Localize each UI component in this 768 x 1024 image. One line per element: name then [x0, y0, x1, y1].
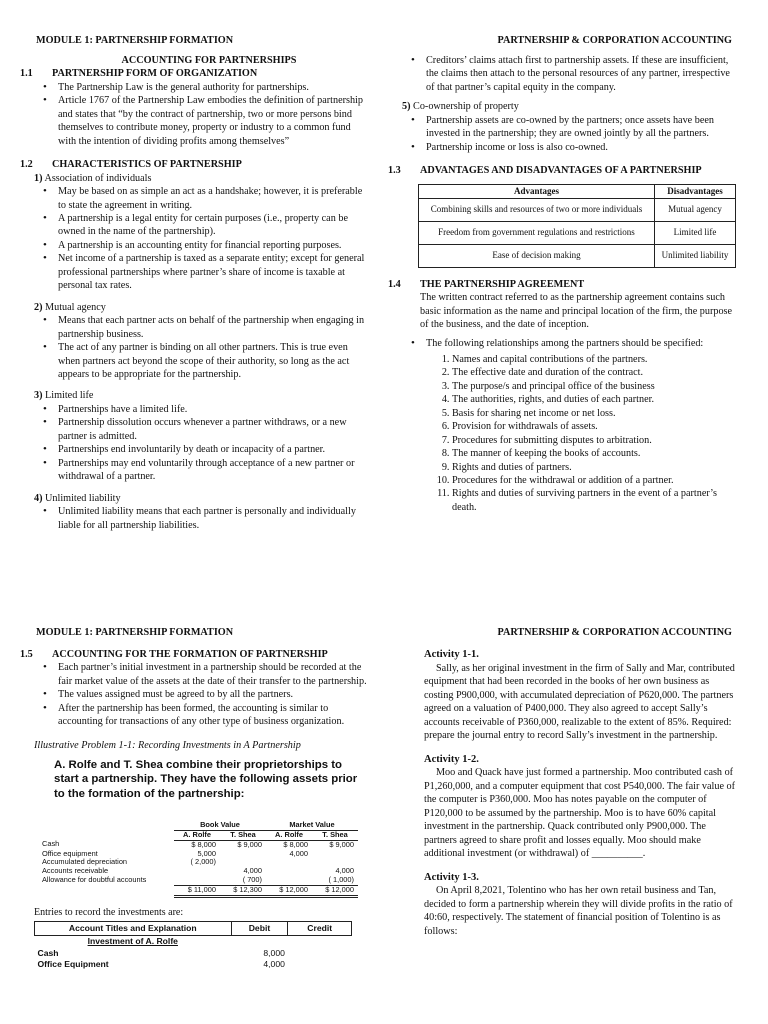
- section-number: 1.3: [388, 165, 401, 177]
- advantages-disadvantages-table: [418, 184, 736, 268]
- illustrative-problem-title: Illustrative Problem 1-1: Recording Investments in A Partnership: [34, 739, 301, 751]
- total-cell: $ 12,000: [266, 886, 312, 897]
- bullet-item: • Unlimited liability means that each partner is personally and individually liable for all partnership liabilities.: [58, 505, 368, 532]
- column-header: A. Rolfe: [174, 830, 220, 840]
- table-row: [419, 221, 736, 244]
- table-cell: [312, 850, 358, 859]
- bullet-item: • A partnership is a legal entity for certain purposes (i.e., property can be owned in the name of the partnership).: [58, 212, 368, 239]
- list-item: 5. Basis for sharing net income or net loss.: [452, 407, 734, 420]
- column-header: Account Titles and Explanation: [35, 922, 232, 936]
- table-cell: $ 8,000: [191, 839, 216, 849]
- section-1-2-heading: [20, 158, 368, 171]
- item-number: 3): [34, 390, 43, 402]
- bullet-item: • The following relationships among the partners should be specified:: [426, 337, 734, 350]
- characteristic-4: [34, 492, 368, 505]
- account-title: Cash: [37, 947, 59, 958]
- creditors-bullets: [388, 54, 734, 94]
- item-number: 1): [34, 172, 43, 184]
- table-cell: [266, 858, 312, 867]
- section-number: 1.1: [20, 68, 33, 80]
- book-market-value-table: [38, 821, 358, 898]
- list-item: 7. Procedures for submitting disputes to arbitration.: [452, 434, 734, 447]
- page-2-left-column: [20, 648, 368, 970]
- table-cell: $ 9,000: [329, 839, 354, 849]
- section-1-4-heading: [388, 278, 734, 291]
- section-title: ADVANTAGES AND DISADVANTAGES OF A PARTNERSHIP: [420, 165, 702, 177]
- credit-cell: [288, 959, 352, 970]
- section-title: THE PARTNERSHIP AGREEMENT: [420, 278, 585, 290]
- table-cell: ( 700): [242, 875, 262, 885]
- table-row: [419, 198, 736, 221]
- bullet-item: • Partnerships end involuntarily by death or incapacity of a partner.: [58, 443, 368, 456]
- column-header: Advantages: [419, 184, 655, 198]
- bullet-item: • Partnership income or loss is also co-owned.: [426, 141, 734, 154]
- characteristic-5-bullets: [388, 114, 734, 154]
- activity-1-2-body: Moo and Quack have just formed a partnership. Moo contributed cash of P1,260,000, and a computer equipment that cost P540,000. The fair value of the computer is P360,000. Moo has notes payable on the computer of P120,000 to be assumed by the partnership. Moo is to have 60% capital investment in the partnership. Quack contributed only P900,000. The partners agreed to share profit and losses equally. Moo should make additional investment (or withdrawal) of __________.: [424, 767, 736, 860]
- characteristic-4-bullets: [20, 505, 368, 532]
- bullet-item: • The act of any partner is binding on all other partners. This is true even when partners act beyond the scope of their authority, so long as the act appears to be appropriate for the partnership.: [58, 341, 368, 381]
- bullet-item: • The values assigned must be agreed to by all the partners.: [58, 688, 368, 701]
- entries-label: Entries to record the investments are:: [34, 906, 184, 918]
- table-row: [35, 948, 352, 959]
- bullet-item: • Means that each partner acts on behalf of the partnership when engaging in partnership business.: [58, 314, 368, 341]
- item-title: Association of individuals: [44, 172, 152, 184]
- item-title: Unlimited liability: [45, 492, 121, 504]
- table-cell: 4,000: [243, 866, 262, 876]
- credit-cell: [288, 948, 352, 959]
- table-cell: ( 2,000): [190, 857, 216, 867]
- table-cell: Ease of decision making: [419, 244, 655, 267]
- bullet-item: • Partnership assets are co-owned by the partners; once assets have been invested in the partnership; they are owned jointly by all the partners.: [426, 114, 734, 141]
- table-cell: 4,000: [335, 866, 354, 876]
- bullet-item: • A partnership is an accounting entity for financial reporting purposes.: [58, 239, 368, 252]
- bullet-item: • Article 1767 of the Partnership Law embodies the definition of partnership and states that “by the contract of partnership, two or more persons bind themselves to contribute money, property or industry to a common fund with the intention of dividing profits among themselves”: [58, 94, 368, 148]
- characteristic-2-bullets: [20, 314, 368, 381]
- group-header-row: [38, 821, 358, 830]
- total-cell: $ 12,000: [312, 886, 358, 897]
- partnership-agreement-bullets: [388, 337, 734, 350]
- group-header: Book Value: [200, 819, 240, 829]
- list-item: 1. Names and capital contributions of the partners.: [452, 353, 734, 366]
- table-header-row: [419, 184, 736, 198]
- characteristic-2: [34, 301, 368, 314]
- section-1-5-heading: [20, 648, 368, 661]
- bullet-item: • Net income of a partnership is taxed as a separate entity; except for general professional partnerships where partner’s share of income is taxable at personal tax rates.: [58, 252, 368, 292]
- total-cell: $ 11,000: [174, 886, 220, 897]
- row-label: Accounts receivable: [42, 866, 109, 876]
- main-title: ACCOUNTING FOR PARTNERSHIPS: [121, 55, 297, 66]
- journal-section-title: Investment of A. Rolfe: [87, 936, 178, 947]
- table-cell: Mutual agency: [654, 198, 735, 221]
- debit-cell: 4,000: [263, 959, 285, 970]
- list-item: 3. The purpose/s and principal office of the business: [452, 380, 734, 393]
- row-label: Office equipment: [42, 848, 98, 858]
- bullet-item: • The Partnership Law is the general authority for partnerships.: [58, 81, 368, 94]
- item-number: 2): [34, 301, 43, 313]
- bullet-item: • May be based on as simple an act as a handshake; however, it is preferable to state the agreement in writing.: [58, 185, 368, 212]
- column-header: Credit: [288, 922, 352, 936]
- page-1-left-column: [20, 54, 368, 532]
- activity-1-1-title: Activity 1-1.: [424, 649, 479, 660]
- debit-cell: 8,000: [263, 947, 285, 958]
- table-cell: Freedom from government regulations and restrictions: [419, 221, 655, 244]
- section-number: 1.4: [388, 278, 401, 290]
- item-title: Mutual agency: [45, 301, 106, 313]
- list-item: 6. Provision for withdrawals of assets.: [452, 420, 734, 433]
- section-title: CHARACTERISTICS OF PARTNERSHIP: [52, 159, 242, 171]
- table-cell: [220, 850, 266, 859]
- table-cell: Unlimited liability: [654, 244, 735, 267]
- column-header: Disadvantages: [654, 184, 735, 198]
- section-number: 1.2: [20, 159, 33, 171]
- table-cell: 4,000: [289, 848, 308, 858]
- list-item: 9. Rights and duties of partners.: [452, 461, 734, 474]
- list-item: 10. Procedures for the withdrawal or addition of a partner.: [452, 474, 734, 487]
- column-header: A. Rolfe: [266, 830, 312, 840]
- table-cell: [266, 867, 312, 876]
- journal-entries-table: [34, 921, 352, 970]
- activity-1-3-title: Activity 1-3.: [424, 871, 479, 883]
- bullet-item: • Each partner’s initial investment in a partnership should be recorded at the fair market value of the assets at the date of their transfer to the partnership.: [58, 661, 368, 688]
- row-label: Allowance for doubtful accounts: [42, 875, 147, 885]
- table-cell: $ 9,000: [237, 839, 262, 849]
- account-title: Office Equipment: [37, 959, 109, 970]
- section-1-1-bullets: [20, 81, 368, 148]
- list-item: 2. The effective date and duration of the contract.: [452, 366, 734, 379]
- table-row: [35, 959, 352, 970]
- characteristic-1: [34, 172, 368, 185]
- page-1-header-left: MODULE 1: PARTNERSHIP FORMATION: [36, 35, 234, 46]
- page-1-header-right: PARTNERSHIP & CORPORATION ACCOUNTING: [497, 35, 732, 46]
- list-item: 11. Rights and duties of surviving partners in the event of a partner’s death.: [452, 487, 734, 514]
- section-1-3-heading: [388, 164, 734, 177]
- characteristic-1-bullets: [20, 185, 368, 293]
- table-cell: $ 8,000: [283, 839, 308, 849]
- list-item: 8. The manner of keeping the books of accounts.: [452, 447, 734, 460]
- table-cell: [174, 867, 220, 876]
- characteristic-3: [34, 389, 368, 402]
- row-label: Accumulated depreciation: [42, 857, 128, 867]
- table-cell: Limited life: [654, 221, 735, 244]
- bullet-item: • Partnerships may end voluntarily through acceptance of a new partner or withdrawal of a partner.: [58, 457, 368, 484]
- column-header: Debit: [231, 922, 288, 936]
- item-title: Limited life: [45, 390, 94, 402]
- activity-1-3-body: On April 8,2021, Tolentino who has her own retail business and Tan, decided to form a partnership wherein they will divide profits in the ratio of 40:60, respectively. The statement of financial position of Tolentino is as follows:: [424, 885, 733, 937]
- table-cell: ( 1,000): [328, 875, 354, 885]
- bullet-item: • Partnerships have a limited life.: [58, 403, 368, 416]
- page-2: [0, 604, 768, 1024]
- column-header: T. Shea: [312, 830, 358, 840]
- section-title: ACCOUNTING FOR THE FORMATION OF PARTNERSHIP: [52, 649, 328, 660]
- bullet-item: • After the partnership has been formed, the accounting is similar to accounting for transactions of any other type of business organization.: [58, 702, 368, 729]
- table-row: [419, 244, 736, 267]
- section-1-1-heading: [20, 67, 368, 80]
- group-header: Market Value: [289, 819, 335, 829]
- characteristic-5: [402, 100, 734, 113]
- bullet-item: • Creditors’ claims attach first to partnership assets. If these are insufficient, the claims then attach to the personal resources of any partner, irrespective of that partner’s capital equity in the company.: [426, 54, 734, 94]
- bullet-item: • Partnership dissolution occurs whenever a partner withdraws, or a new partner is admitted.: [58, 416, 368, 443]
- total-cell: $ 12,300: [220, 886, 266, 897]
- column-header-row: [38, 830, 358, 840]
- journal-section-row: [35, 936, 352, 948]
- partnership-agreement-paragraph: The written contract referred to as the partnership agreement contains such basic information as the name and principal location of the firm, the purpose of the business, and the date of inception.: [420, 292, 733, 330]
- characteristic-3-bullets: [20, 403, 368, 484]
- page-1-right-column: [388, 54, 734, 514]
- row-label: Cash: [42, 839, 60, 849]
- activity-1-1-body: Sally, as her original investment in the firm of Sally and Mar, contributed equipment that had been recorded in the books of her own business as costing P900,000, with accumulated depreciation of P620,000. The partners agreed on a valuation of P400,000. They also agreed to accept Sally’s accounts receivable of P360,000, realizable to the extent of 85%. Required: prepare the journal entry to record Sally’s investment in the partnership.: [424, 662, 735, 742]
- table-cell: 5,000: [197, 848, 216, 858]
- totals-row: [38, 886, 358, 897]
- column-header: T. Shea: [220, 830, 266, 840]
- item-number: 4): [34, 492, 43, 504]
- item-number: 5): [402, 101, 411, 113]
- section-1-5-bullets: [20, 661, 368, 728]
- page-2-header-left: MODULE 1: PARTNERSHIP FORMATION: [36, 627, 234, 638]
- table-cell: Combining skills and resources of two or more individuals: [419, 198, 655, 221]
- page-2-right-column: [424, 648, 736, 938]
- list-item: 4. The authorities, rights, and duties of each partner.: [452, 393, 734, 406]
- activity-1-2-title: Activity 1-2.: [424, 753, 479, 765]
- table-header-row: [35, 922, 352, 936]
- partnership-agreement-list: [388, 353, 734, 514]
- section-number: 1.5: [20, 649, 33, 660]
- page-2-header-right: PARTNERSHIP & CORPORATION ACCOUNTING: [497, 627, 732, 638]
- item-title: Co-ownership of property: [413, 101, 519, 113]
- section-title: PARTNERSHIP FORM OF ORGANIZATION: [52, 68, 258, 80]
- problem-statement: A. Rolfe and T. Shea combine their proprietorships to start a partnership. They have the following assets prior to the formation of the partnership:: [54, 759, 358, 800]
